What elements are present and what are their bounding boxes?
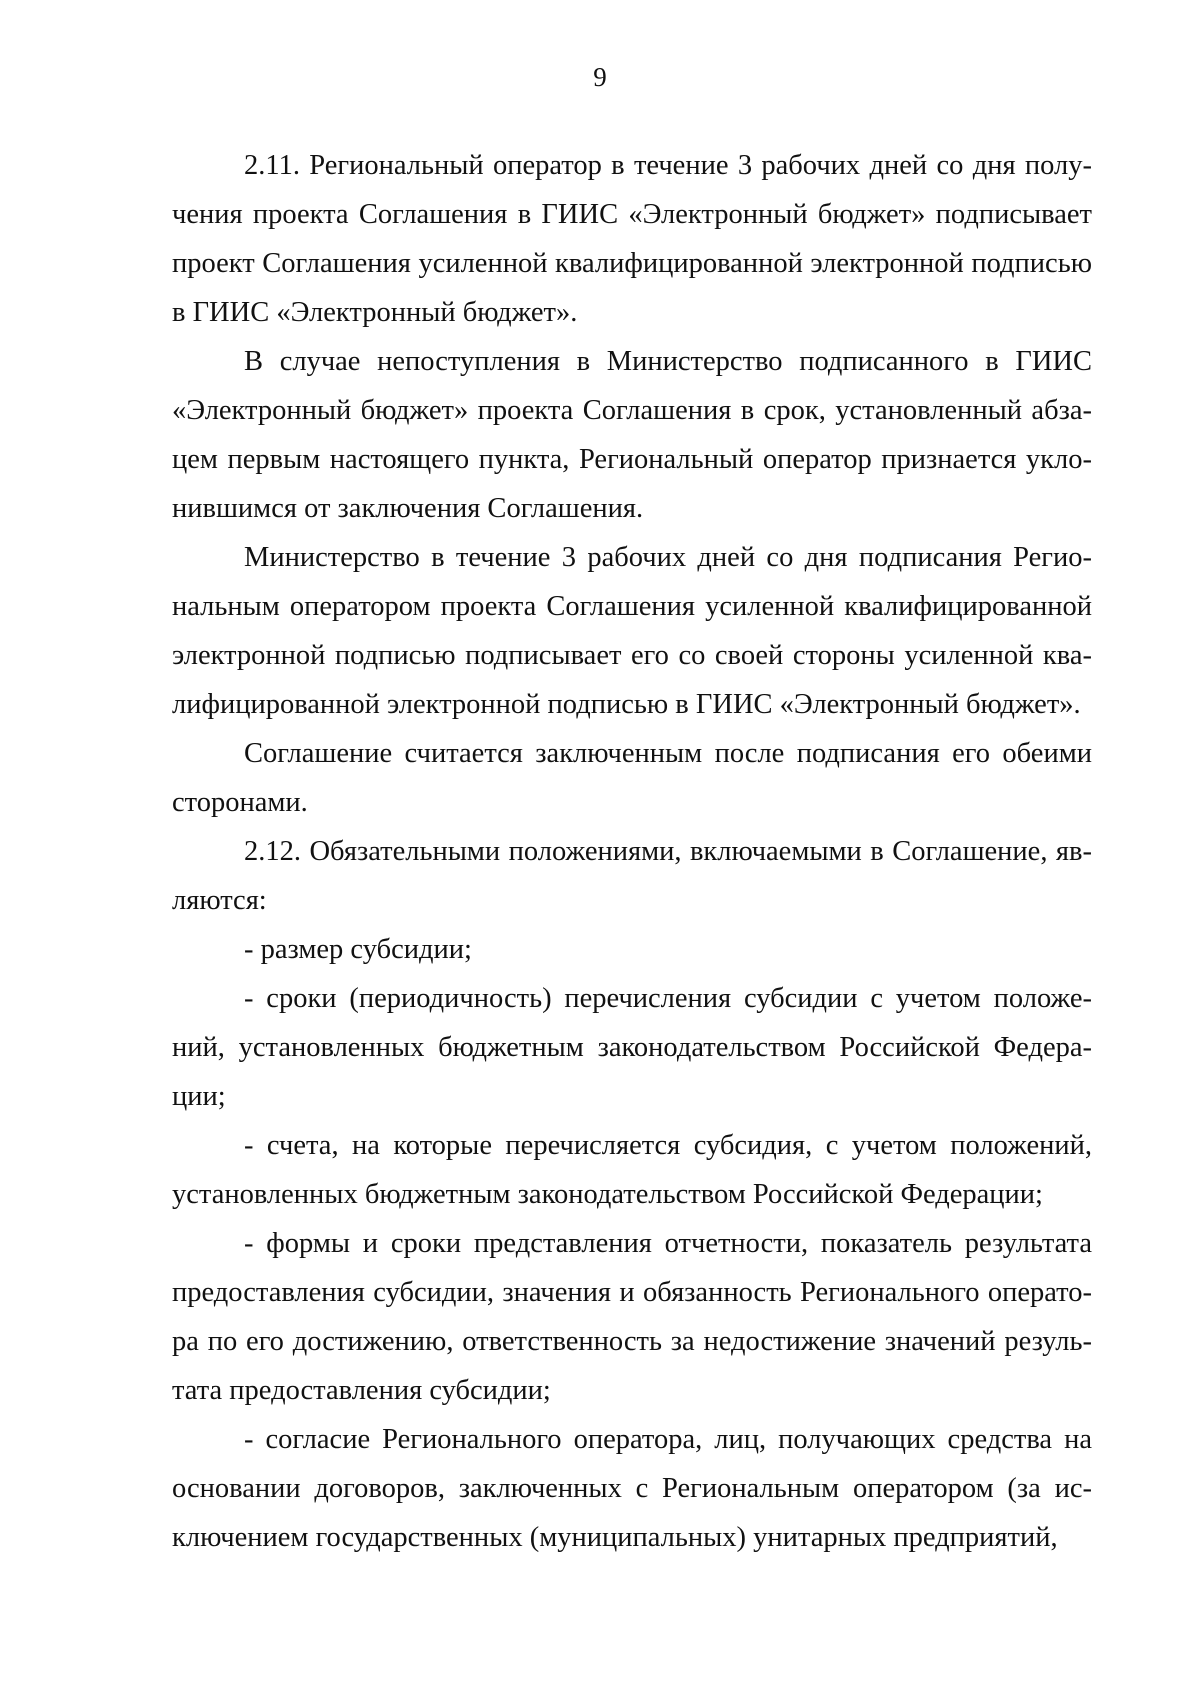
document-body	[172, 141, 1092, 1562]
paragraph-ministry-signing: Министерство в течение 3 рабочих дней со дня подписания Региональным оператором проекта Соглашения усиленной квалифицированной электронной подписью подписывает его со своей стороны усиленной квалифицированной электронной подписью в ГИИС «Электронный бюджет».	[172, 542, 1092, 720]
paragraph-agreement-concluded: Соглашение считается заключенным после подписания его обеими сторонами.	[172, 738, 1092, 818]
paragraph-2-11: 2.11. Региональный оператор в течение 3 рабочих дней со дня получения проекта Соглашения в ГИИС «Электронный бюджет» подписывает проект Соглашения усиленной квалифицированной электронной подписью в ГИИС «Электронный бюджет».	[172, 150, 1092, 328]
list-item-consent: - согласие Регионального оператора, лиц, получающих средства на основании договоров, заключенных с Региональным оператором (за исключением государственных (муниципальных) унитарных предприятий,	[172, 1424, 1092, 1553]
list-item-transfer-terms: - сроки (периодичность) перечисления субсидии с учетом положений, установленных бюджетным законодательством Российской Федерации;	[172, 983, 1092, 1112]
paragraph-non-receipt: В случае непоступления в Министерство подписанного в ГИИС «Электронный бюджет» проекта Соглашения в срок, установленный абзацем первым настоящего пункта, Региональный оператор признается уклонившимся от заключения Соглашения.	[172, 346, 1092, 524]
paragraph-2-12: 2.12. Обязательными положениями, включаемыми в Соглашение, являются:	[172, 836, 1092, 916]
list-item-reporting: - формы и сроки представления отчетности, показатель результата предоставления субсидии, значения и обязанность Регионального оператора по его достижению, ответственность за недостижение значений результата предоставления субсидии;	[172, 1228, 1092, 1406]
list-item-accounts: - счета, на которые перечисляется субсидия, с учетом положений, установленных бюджетным законодательством Российской Федерации;	[172, 1130, 1092, 1210]
page-number: 9	[593, 62, 607, 92]
list-item-subsidy-size: - размер субсидии;	[244, 934, 472, 965]
